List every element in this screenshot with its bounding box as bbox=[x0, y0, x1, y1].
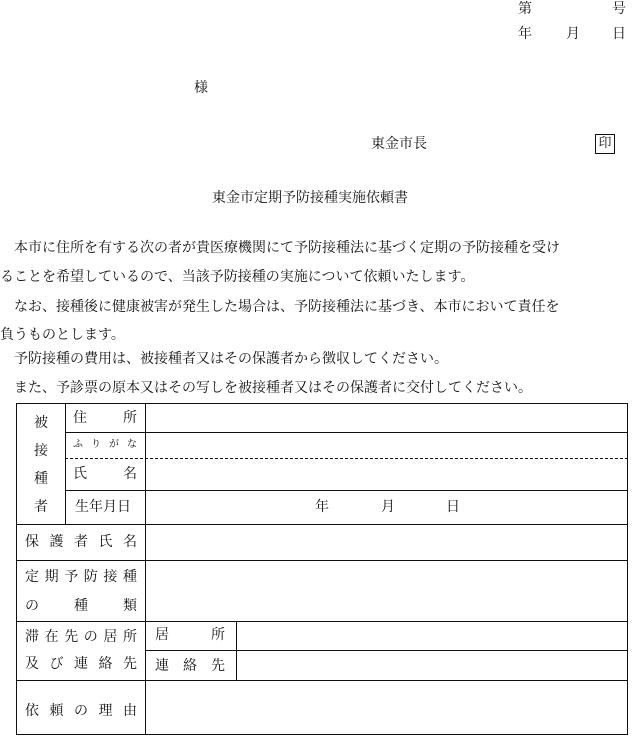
label-char: の bbox=[83, 629, 98, 645]
label-char: 絡 bbox=[98, 656, 113, 672]
request-form-table bbox=[16, 403, 628, 735]
subject-group-label bbox=[17, 404, 65, 524]
label-char: び bbox=[49, 656, 64, 672]
birthdate-month: 月 bbox=[381, 499, 395, 515]
label-char: 在 bbox=[44, 629, 59, 645]
label-char: 種 bbox=[122, 569, 137, 585]
address-field[interactable] bbox=[146, 404, 628, 432]
label-char: 期 bbox=[44, 569, 59, 585]
label-char: 絡 bbox=[183, 658, 197, 674]
subject-char: 種 bbox=[34, 471, 48, 487]
label-char: 防 bbox=[83, 569, 98, 585]
label-char: 滞 bbox=[25, 629, 39, 645]
label-char: の bbox=[25, 598, 39, 614]
document-title: 東金市定期予防接種実施依頼書 bbox=[212, 190, 408, 206]
label-char: 連 bbox=[155, 658, 169, 674]
contact-field[interactable] bbox=[237, 651, 628, 680]
divider bbox=[65, 404, 66, 524]
stay-address-label-line2 bbox=[25, 657, 137, 671]
request-reason-label bbox=[25, 704, 137, 718]
label-char: 先 bbox=[64, 629, 79, 645]
label-char: 予 bbox=[64, 569, 79, 585]
body-line-1: 本市に住所を有する次の者が貴医療機関にて予防接種法に基づく定期の予防接種を受け bbox=[0, 240, 560, 256]
birthdate-year: 年 bbox=[315, 499, 329, 515]
label-char: 先 bbox=[211, 658, 225, 674]
label-char: 先 bbox=[123, 656, 137, 672]
request-reason-field[interactable] bbox=[146, 681, 628, 735]
label-char: ふ bbox=[73, 439, 83, 450]
label-char: の bbox=[74, 703, 88, 719]
name-label bbox=[73, 467, 137, 481]
document-number-label: 第 bbox=[518, 1, 532, 17]
label-char: 住 bbox=[73, 410, 87, 426]
divider bbox=[65, 490, 628, 491]
name-field[interactable] bbox=[146, 459, 628, 490]
label-char: 名 bbox=[123, 466, 137, 482]
label-char: が bbox=[109, 439, 119, 450]
label-char: 氏 bbox=[98, 534, 113, 550]
label-char: 所 bbox=[211, 627, 225, 643]
issue-date-day: 日 bbox=[612, 26, 626, 42]
vaccine-type-field[interactable] bbox=[146, 561, 628, 621]
label-char: 理 bbox=[98, 703, 113, 719]
body-line-3: なお、接種後に健康被害が発生した場合は、予防接種法に基づき、本市において責任を bbox=[0, 299, 560, 315]
birthdate-label: 生年月日 bbox=[75, 499, 131, 515]
label-char: 居 bbox=[103, 629, 118, 645]
seal-stamp: 印 bbox=[595, 134, 615, 154]
label-char: 類 bbox=[123, 598, 137, 614]
furigana-field[interactable] bbox=[146, 433, 628, 458]
address-label bbox=[73, 411, 137, 425]
label-char: 者 bbox=[74, 534, 88, 550]
label-char: 及 bbox=[25, 656, 39, 672]
body-line-4: 負うものとします。 bbox=[0, 327, 125, 343]
subject-char: 接 bbox=[34, 443, 48, 459]
body-line-5: 予防接種の費用は、被接種者又はその保護者から徴収してください。 bbox=[0, 351, 448, 367]
label-char: 頼 bbox=[49, 703, 64, 719]
issue-date-month: 月 bbox=[566, 26, 580, 42]
label-char: 連 bbox=[74, 656, 88, 672]
body-line-2: ることを希望しているので、当該予防接種の実施について依頼いたします。 bbox=[0, 269, 475, 285]
vaccine-type-label-line1 bbox=[25, 570, 137, 584]
label-char: 所 bbox=[123, 410, 137, 426]
label-char: 依 bbox=[25, 703, 39, 719]
residence-field[interactable] bbox=[237, 622, 628, 650]
sender-name: 東金市長 bbox=[371, 136, 427, 152]
subject-char: 者 bbox=[34, 499, 48, 515]
label-char: 保 bbox=[25, 534, 39, 550]
issue-date-year: 年 bbox=[518, 26, 532, 42]
label-char: 居 bbox=[155, 627, 169, 643]
stay-address-label-line1 bbox=[25, 630, 137, 644]
label-char: 種 bbox=[74, 598, 88, 614]
birthdate-day: 日 bbox=[446, 499, 460, 515]
addressee-honorific: 様 bbox=[194, 80, 208, 96]
document-number-suffix: 号 bbox=[612, 1, 626, 17]
label-char: 由 bbox=[123, 703, 137, 719]
guardian-name-field[interactable] bbox=[146, 525, 628, 560]
furigana-label bbox=[73, 440, 137, 450]
label-char: 所 bbox=[122, 629, 137, 645]
body-line-6: また、予診票の原本又はその写しを被接種者又はその保護者に交付してください。 bbox=[0, 380, 532, 396]
vaccine-type-label-line2 bbox=[25, 599, 137, 613]
residence-label bbox=[155, 628, 225, 642]
label-char: 定 bbox=[25, 569, 39, 585]
label-char: 接 bbox=[103, 569, 118, 585]
contact-label bbox=[155, 659, 225, 673]
subject-char: 被 bbox=[34, 415, 48, 431]
label-char: り bbox=[91, 439, 101, 450]
label-char: 名 bbox=[123, 534, 137, 550]
label-char: 護 bbox=[49, 534, 64, 550]
label-char: な bbox=[127, 439, 137, 450]
label-char: 氏 bbox=[73, 466, 87, 482]
guardian-name-label bbox=[25, 535, 137, 549]
